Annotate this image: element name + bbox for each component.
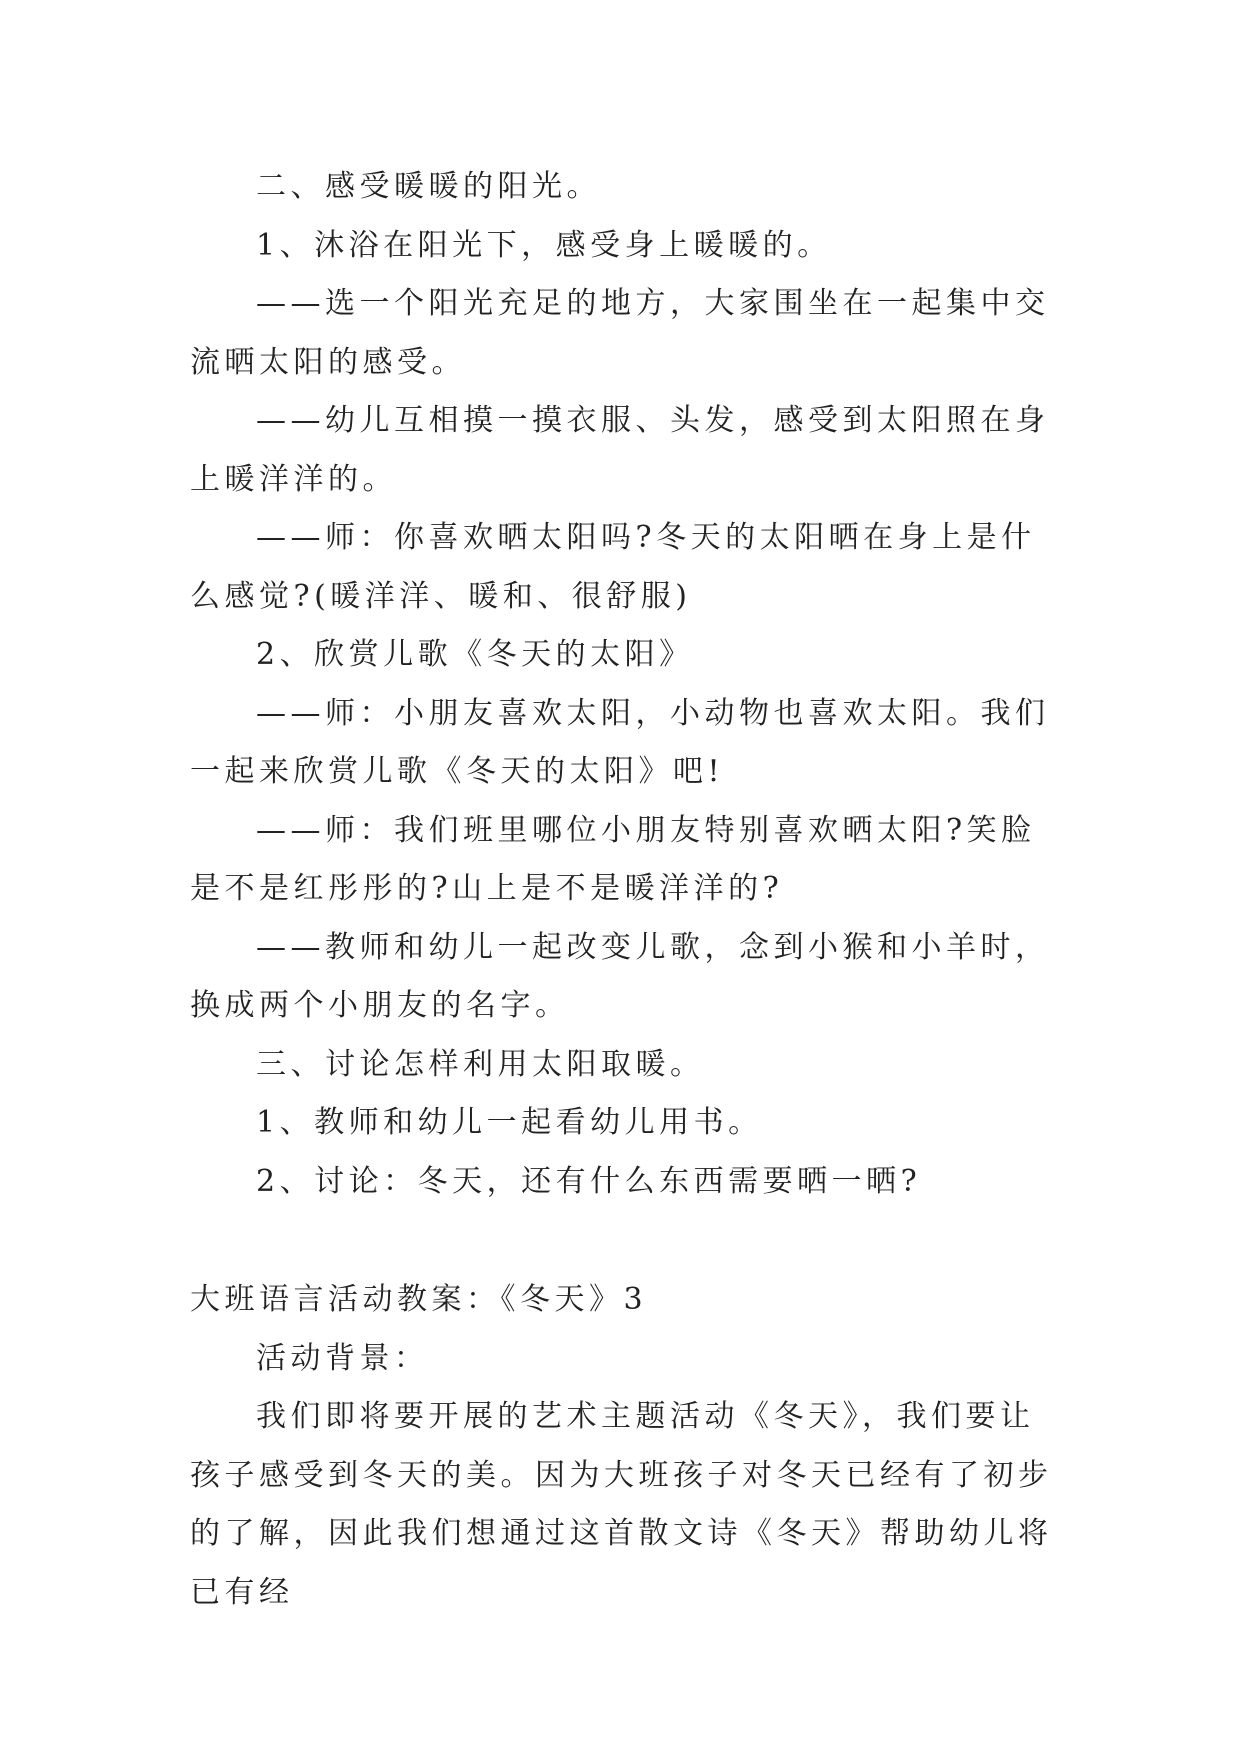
activity-background-label: 活动背景： (256, 1340, 429, 1376)
paragraph-teacher-question: ——师：你喜欢晒太阳吗?冬天的太阳晒在身上是什么感觉?(暖洋洋、暖和、很舒服) (190, 520, 1036, 614)
step-1-read-book: 1、教师和幼儿一起看幼儿用书。 (256, 1105, 763, 1140)
step-1-sunbathe: 1、沐浴在阳光下，感受身上暖暖的。 (256, 227, 832, 263)
paragraph-teacher-ask-class: ——师：我们班里哪位小朋友特别喜欢晒太阳?笑脸是不是红彤彤的?山上是不是暖洋洋的? (190, 812, 1036, 906)
lesson-title: 大班语言活动教案：《冬天》3 (190, 1282, 648, 1317)
paragraph-change-song: ——教师和幼儿一起改变儿歌，念到小猴和小羊时，换成两个小朋友的名字。 (190, 929, 1050, 1023)
activity-background-text: 我们即将要开展的艺术主题活动《冬天》，我们要让孩子感受到冬天的美。因为大班孩子对冬天已经有了初步的了解，因此我们想通过这首散文诗《冬天》帮助幼儿将已有经 (190, 1399, 1053, 1610)
paragraph-touch-clothes: ——幼儿互相摸一摸衣服、头发，感受到太阳照在身上暖洋洋的。 (190, 403, 1050, 497)
step-2-appreciate-song: 2、欣赏儿歌《冬天的太阳》 (256, 637, 694, 672)
paragraph-teacher-intro-song: ——师：小朋友喜欢太阳，小动物也喜欢太阳。我们一起来欣赏儿歌《冬天的太阳》吧! (190, 695, 1050, 789)
document-body (190, 158, 1056, 1622)
section-heading-3: 三、讨论怎样利用太阳取暖。 (256, 1046, 705, 1082)
section-heading-2: 二、感受暖暖的阳光。 (256, 169, 601, 204)
step-2-discuss: 2、讨论：冬天，还有什么东西需要晒一晒? (256, 1163, 922, 1199)
paragraph-choose-sunny-place: ——选一个阳光充足的地方，大家围坐在一起集中交流晒太阳的感受。 (190, 286, 1050, 380)
